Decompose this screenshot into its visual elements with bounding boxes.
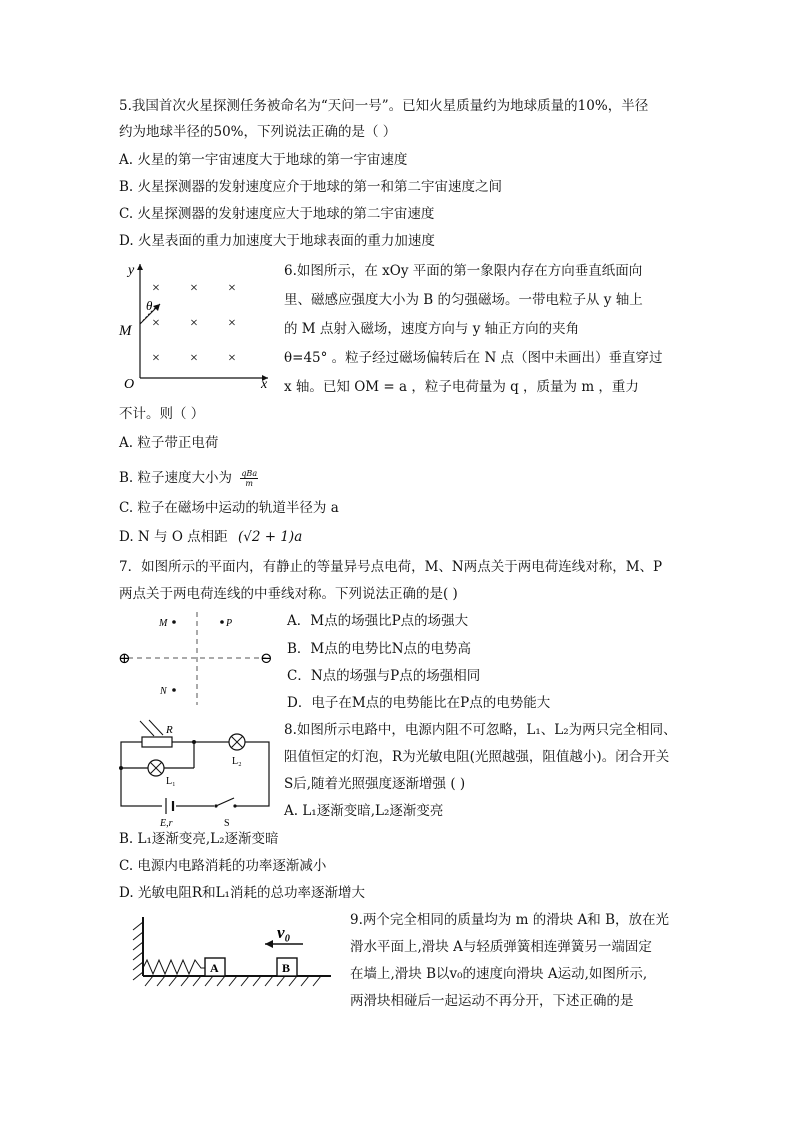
q6-option-b-fraction — [240, 469, 258, 488]
q7-fig-n-label: N — [160, 686, 167, 697]
q5-stem-line1: 5.我国首次火星探测任务被命名为“天问一号”。已知火星质量约为地球质量的10%，半径 — [119, 98, 649, 114]
q5-stem-line2: 约为地球半径的50%，下列说法正确的是（ ） — [119, 124, 397, 140]
q7-stem-line2: 两点关于两电荷连线的中垂线对称。下列说法正确的是( ) — [119, 586, 458, 602]
q7-option-a: A．M点的场强比P点的场强大 — [287, 613, 469, 629]
q7-option-d: D．电子在M点的电势能比在P点的电势能大 — [287, 695, 551, 711]
q6-fig-o-label: O — [124, 377, 135, 392]
q8-option-b: B. L₁逐渐变亮,L₂逐渐变暗 — [119, 831, 279, 847]
q8-fig-r-label: R — [166, 724, 173, 736]
q6-option-d-text: D. N 与 O 点相距 — [119, 529, 228, 545]
q6-option-d — [119, 528, 302, 546]
q6-fig-cross-2: × — [190, 281, 198, 296]
q8-option-a: A. L₁逐渐变暗,L₂逐渐变亮 — [284, 803, 444, 819]
q5-option-d: D. 火星表面的重力加速度大于地球表面的重力加速度 — [119, 233, 435, 249]
q8-stem-line2: 阻值恒定的灯泡，R为光敏电阻(光照越强，阻值越小)。闭合开关 — [284, 749, 670, 765]
q8-circuit-figure — [116, 718, 276, 829]
q7-stem-line1: 7．如图所示的平面内，有静止的等量异号点电荷，M、N两点关于两电荷连线对称，M、P — [119, 559, 663, 575]
q7-fig-p-label: P — [226, 618, 233, 629]
q8-stem-line3: S后,随着光照强度逐渐增强 ( ) — [284, 776, 466, 792]
q8-fig-l2-label: L₂ — [232, 756, 242, 767]
q6-option-a: A. 粒子带正电荷 — [119, 435, 219, 451]
q5-option-b: B. 火星探测器的发射速度应介于地球的第一和第二宇宙速度之间 — [119, 179, 503, 195]
q7-charge-figure — [116, 610, 276, 710]
q9-stem-line1: 9.两个完全相同的质量均为 m 的滑块 A和 B，放在光 — [350, 912, 670, 928]
q7-option-b: B．M点的电势比N点的电势高 — [287, 641, 472, 657]
q6-fig-x-label: x — [261, 377, 268, 392]
q6-stem-line5: x 轴。已知 OM = a ，粒子电荷量为 q ，质量为 m ，重力 — [284, 379, 639, 395]
q9-stem-line4: 两滑块相碰后一起运动不再分开，下述正确的是 — [350, 993, 634, 1009]
q7-fig-positive-charge: ⊕ — [118, 651, 131, 667]
q9-spring-block-figure — [125, 912, 335, 992]
q6-fig-theta-label: θ — [146, 298, 153, 313]
q8-option-d: D. 光敏电阻R和L₁消耗的总功率逐渐增大 — [119, 885, 365, 901]
q6-stem-line4: θ=45° 。粒子经过磁场偏转后在 N 点（图中未画出）垂直穿过 — [284, 350, 663, 366]
q9-stem-line3: 在墙上,滑块 B以v₀的速度向滑块 A运动,如图所示, — [350, 966, 648, 982]
q8-fig-l1-label: L₁ — [166, 776, 176, 787]
q6-fig-cross-1: × — [152, 281, 160, 296]
q6-fig-cross-7: × — [152, 351, 160, 366]
q9-stem-line2: 滑水平面上,滑块 A与轻质弹簧相连弹簧另一端固定 — [350, 939, 652, 955]
q7-option-c: C．N点的场强与P点的场强相同 — [287, 668, 481, 684]
q5-option-a: A. 火星的第一宇宙速度大于地球的第一宇宙速度 — [119, 152, 408, 168]
q5-option-c: C. 火星探测器的发射速度应大于地球的第二宇宙速度 — [119, 206, 435, 222]
q8-fig-s-label: S — [224, 818, 230, 829]
q8-fig-er-label: E,r — [160, 818, 173, 829]
q9-fig-block-b: B — [282, 961, 291, 975]
q6-fig-cross-5: × — [190, 316, 198, 331]
q6-fig-cross-4: × — [152, 316, 160, 331]
q6-fig-y-label: y — [128, 263, 135, 278]
q8-option-c: C. 电源内电路消耗的功率逐渐减小 — [119, 858, 327, 874]
q6-option-b-numerator: qBa — [241, 469, 258, 478]
q9-fig-v0-label: v₀ — [277, 923, 291, 942]
q6-option-b-denominator: m — [245, 479, 253, 488]
q6-stem-line6: 不计。则（ ） — [119, 406, 205, 422]
q6-stem-line3: 的 M 点射入磁场，速度方向与 y 轴正方向的夹角 — [284, 321, 580, 337]
q6-option-b — [119, 469, 258, 488]
q6-magnetic-field-figure — [116, 260, 276, 390]
q6-fig-m-label: M — [119, 323, 132, 339]
q6-stem-line1: 6.如图所示，在 xOy 平面的第一象限内存在方向垂直纸面向 — [284, 263, 643, 279]
q7-fig-m-label: M — [159, 618, 168, 629]
q7-fig-negative-charge: ⊖ — [260, 651, 273, 667]
q6-option-b-text: B. 粒子速度大小为 — [119, 470, 233, 486]
q9-fig-block-a: A — [210, 961, 219, 975]
q6-fig-cross-8: × — [190, 351, 198, 366]
q6-fig-cross-6: × — [228, 316, 236, 331]
q6-stem-line2: 里、磁感应强度大小为 B 的匀强磁场。一带电粒子从 y 轴上 — [284, 292, 643, 308]
q6-fig-cross-9: × — [228, 351, 236, 366]
q6-option-c: C. 粒子在磁场中运动的轨道半径为 a — [119, 500, 339, 516]
q8-stem-line1: 8.如图所示电路中，电源内阻不可忽略，L₁、L₂为两只完全相同、 — [284, 722, 677, 738]
q6-option-d-expression: (√2 + 1)a — [237, 529, 303, 545]
q6-fig-cross-3: × — [228, 281, 236, 296]
